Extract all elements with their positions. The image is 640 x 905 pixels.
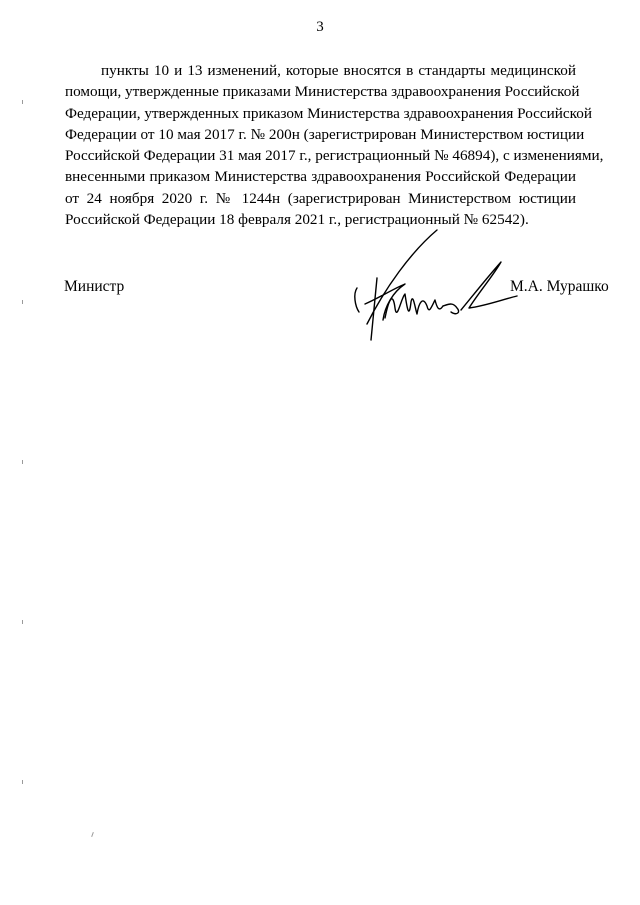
paragraph-line: Федерации, утвержденных приказом Министерства здравоохранения Российской	[65, 104, 592, 122]
paragraph-line: внесенными приказом Министерства здравоохранения Российской Федерации	[65, 168, 576, 186]
signer-name: М.А. Мурашко	[510, 278, 609, 295]
paragraph-line: Российской Федерации 31 мая 2017 г., регистрационный № 46894), с изменениями,	[65, 147, 604, 165]
paragraph-line: от 24 ноября 2020 г. № 1244н (зарегистрирован Министерством юстиции	[65, 189, 576, 207]
paragraph-line: пункты 10 и 13 изменений, которые вносятся в стандарты медицинской	[101, 62, 576, 79]
scan-artifact	[91, 832, 94, 837]
scan-artifact	[22, 780, 23, 784]
page-number: 3	[316, 19, 324, 35]
scan-artifact	[22, 300, 23, 304]
scan-artifact	[22, 460, 23, 464]
paragraph-line: помощи, утвержденные приказами Министерства здравоохранения Российской	[65, 83, 580, 101]
body-paragraph	[65, 60, 604, 230]
scan-artifact	[22, 100, 23, 104]
paragraph-line: Российской Федерации 18 февраля 2021 г., регистрационный № 62542).	[65, 211, 529, 229]
scan-artifact	[22, 620, 23, 624]
paragraph-line: Федерации от 10 мая 2017 г. № 200н (зарегистрирован Министерством юстиции	[65, 125, 585, 143]
handwritten-signature	[345, 228, 525, 346]
signer-position-title: Министр	[64, 278, 125, 295]
